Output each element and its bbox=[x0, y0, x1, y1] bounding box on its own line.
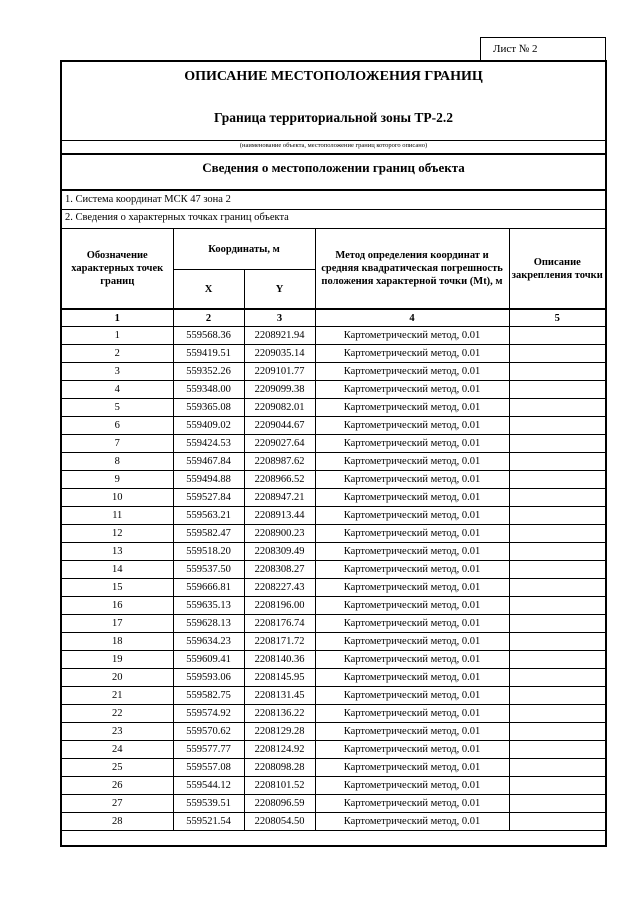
method-cell: Картометрический метод, 0.01 bbox=[315, 687, 509, 705]
method-cell: Картометрический метод, 0.01 bbox=[315, 327, 509, 345]
fixing-cell bbox=[509, 489, 605, 507]
x-cell: 559494.88 bbox=[173, 471, 244, 489]
table-row bbox=[62, 327, 605, 345]
table-row bbox=[62, 417, 605, 435]
point-number-cell: 27 bbox=[62, 795, 173, 813]
point-number-cell: 2 bbox=[62, 345, 173, 363]
method-cell: Картометрический метод, 0.01 bbox=[315, 795, 509, 813]
fixing-cell bbox=[509, 615, 605, 633]
divider bbox=[62, 153, 605, 155]
divider bbox=[62, 209, 605, 210]
fixing-cell bbox=[509, 345, 605, 363]
fixing-cell bbox=[509, 453, 605, 471]
x-cell: 559563.21 bbox=[173, 507, 244, 525]
point-number-cell: 15 bbox=[62, 579, 173, 597]
y-cell: 2209044.67 bbox=[244, 417, 315, 435]
method-cell: Картометрический метод, 0.01 bbox=[315, 651, 509, 669]
table-row bbox=[62, 777, 605, 795]
method-cell: Картометрический метод, 0.01 bbox=[315, 489, 509, 507]
y-cell: 2208145.95 bbox=[244, 669, 315, 687]
x-cell: 559352.26 bbox=[173, 363, 244, 381]
table-row bbox=[62, 363, 605, 381]
document-frame bbox=[60, 60, 607, 847]
y-cell: 2208913.44 bbox=[244, 507, 315, 525]
y-cell: 2208900.23 bbox=[244, 525, 315, 543]
x-cell: 559365.08 bbox=[173, 399, 244, 417]
point-number-cell: 14 bbox=[62, 561, 173, 579]
y-cell: 2209101.77 bbox=[244, 363, 315, 381]
sheet-number: Лист № 2 bbox=[480, 37, 606, 60]
method-cell: Картометрический метод, 0.01 bbox=[315, 363, 509, 381]
method-cell: Картометрический метод, 0.01 bbox=[315, 435, 509, 453]
point-number-cell: 5 bbox=[62, 399, 173, 417]
header-point: Обозначение характерных точек границ bbox=[62, 229, 173, 309]
points-heading: 2. Сведения о характерных точках границ объекта bbox=[65, 212, 289, 223]
point-number-cell: 16 bbox=[62, 597, 173, 615]
method-cell: Картометрический метод, 0.01 bbox=[315, 471, 509, 489]
y-cell: 2208196.00 bbox=[244, 597, 315, 615]
y-cell: 2208171.72 bbox=[244, 633, 315, 651]
method-cell: Картометрический метод, 0.01 bbox=[315, 561, 509, 579]
point-number-cell: 25 bbox=[62, 759, 173, 777]
x-cell: 559582.75 bbox=[173, 687, 244, 705]
table-row bbox=[62, 741, 605, 759]
header-y: Y bbox=[244, 270, 315, 310]
method-cell: Картометрический метод, 0.01 bbox=[315, 813, 509, 831]
table-row bbox=[62, 561, 605, 579]
x-cell: 559666.81 bbox=[173, 579, 244, 597]
x-cell: 559544.12 bbox=[173, 777, 244, 795]
point-number-cell: 22 bbox=[62, 705, 173, 723]
method-cell: Картометрический метод, 0.01 bbox=[315, 543, 509, 561]
object-name: Граница территориальной зоны ТР-2.2 bbox=[213, 110, 454, 125]
y-cell: 2208098.28 bbox=[244, 759, 315, 777]
table-row bbox=[62, 381, 605, 399]
fixing-cell bbox=[509, 669, 605, 687]
column-numbers-row bbox=[62, 309, 605, 327]
header-fixing: Описание закрепления точки bbox=[509, 229, 605, 309]
y-cell: 2208947.21 bbox=[244, 489, 315, 507]
table-row bbox=[62, 597, 605, 615]
y-cell: 2208227.43 bbox=[244, 579, 315, 597]
x-cell: 559568.36 bbox=[173, 327, 244, 345]
fixing-cell bbox=[509, 471, 605, 489]
table-row bbox=[62, 759, 605, 777]
x-cell: 559635.13 bbox=[173, 597, 244, 615]
divider bbox=[62, 189, 605, 191]
x-cell: 559570.62 bbox=[173, 723, 244, 741]
x-cell: 559348.00 bbox=[173, 381, 244, 399]
y-cell: 2209099.38 bbox=[244, 381, 315, 399]
point-number-cell: 10 bbox=[62, 489, 173, 507]
point-number-cell: 6 bbox=[62, 417, 173, 435]
method-cell: Картометрический метод, 0.01 bbox=[315, 597, 509, 615]
table-row bbox=[62, 507, 605, 525]
x-cell: 559634.23 bbox=[173, 633, 244, 651]
method-cell: Картометрический метод, 0.01 bbox=[315, 705, 509, 723]
x-cell: 559518.20 bbox=[173, 543, 244, 561]
fixing-cell bbox=[509, 705, 605, 723]
point-number-cell: 4 bbox=[62, 381, 173, 399]
fixing-cell bbox=[509, 633, 605, 651]
table-row bbox=[62, 651, 605, 669]
y-cell: 2208987.62 bbox=[244, 453, 315, 471]
point-number-cell: 21 bbox=[62, 687, 173, 705]
method-cell: Картометрический метод, 0.01 bbox=[315, 525, 509, 543]
method-cell: Картометрический метод, 0.01 bbox=[315, 417, 509, 435]
x-cell: 559521.54 bbox=[173, 813, 244, 831]
fixing-cell bbox=[509, 561, 605, 579]
point-number-cell: 13 bbox=[62, 543, 173, 561]
x-cell: 559537.50 bbox=[173, 561, 244, 579]
table-row bbox=[62, 795, 605, 813]
fixing-cell bbox=[509, 759, 605, 777]
y-cell: 2208124.92 bbox=[244, 741, 315, 759]
x-cell: 559419.51 bbox=[173, 345, 244, 363]
fixing-cell bbox=[509, 597, 605, 615]
y-cell: 2208921.94 bbox=[244, 327, 315, 345]
x-cell: 559628.13 bbox=[173, 615, 244, 633]
fixing-cell bbox=[509, 543, 605, 561]
method-cell: Картометрический метод, 0.01 bbox=[315, 453, 509, 471]
method-cell: Картометрический метод, 0.01 bbox=[315, 741, 509, 759]
point-number-cell: 20 bbox=[62, 669, 173, 687]
point-number-cell: 3 bbox=[62, 363, 173, 381]
point-number-cell: 17 bbox=[62, 615, 173, 633]
method-cell: Картометрический метод, 0.01 bbox=[315, 759, 509, 777]
y-cell: 2209035.14 bbox=[244, 345, 315, 363]
column-number: 4 bbox=[315, 309, 509, 327]
fixing-cell bbox=[509, 381, 605, 399]
x-cell: 559582.47 bbox=[173, 525, 244, 543]
table-row bbox=[62, 633, 605, 651]
table-row bbox=[62, 669, 605, 687]
point-number-cell: 26 bbox=[62, 777, 173, 795]
point-number-cell: 18 bbox=[62, 633, 173, 651]
method-cell: Картометрический метод, 0.01 bbox=[315, 507, 509, 525]
coordinate-system: 1. Система координат МСК 47 зона 2 bbox=[65, 194, 231, 205]
x-cell: 559609.41 bbox=[173, 651, 244, 669]
x-cell: 559577.77 bbox=[173, 741, 244, 759]
header-x: X bbox=[173, 270, 244, 310]
table-row bbox=[62, 471, 605, 489]
fixing-cell bbox=[509, 795, 605, 813]
table-row bbox=[62, 399, 605, 417]
y-cell: 2209082.01 bbox=[244, 399, 315, 417]
x-cell: 559539.51 bbox=[173, 795, 244, 813]
y-cell: 2208096.59 bbox=[244, 795, 315, 813]
y-cell: 2208131.45 bbox=[244, 687, 315, 705]
table-row bbox=[62, 453, 605, 471]
method-cell: Картометрический метод, 0.01 bbox=[315, 723, 509, 741]
section-title: Сведения о местоположении границ объекта bbox=[202, 160, 465, 175]
method-cell: Картометрический метод, 0.01 bbox=[315, 633, 509, 651]
fixing-cell bbox=[509, 399, 605, 417]
table-row bbox=[62, 345, 605, 363]
y-cell: 2208309.49 bbox=[244, 543, 315, 561]
x-cell: 559424.53 bbox=[173, 435, 244, 453]
fixing-cell bbox=[509, 741, 605, 759]
fixing-cell bbox=[509, 417, 605, 435]
method-cell: Картометрический метод, 0.01 bbox=[315, 615, 509, 633]
document-title: ОПИСАНИЕ МЕСТОПОЛОЖЕНИЯ ГРАНИЦ bbox=[184, 69, 483, 84]
y-cell: 2208129.28 bbox=[244, 723, 315, 741]
x-cell: 559557.08 bbox=[173, 759, 244, 777]
fixing-cell bbox=[509, 687, 605, 705]
fixing-cell bbox=[509, 435, 605, 453]
divider bbox=[62, 140, 605, 141]
method-cell: Картометрический метод, 0.01 bbox=[315, 381, 509, 399]
y-cell: 2208136.22 bbox=[244, 705, 315, 723]
coordinates-table bbox=[62, 229, 605, 831]
y-cell: 2209027.64 bbox=[244, 435, 315, 453]
fixing-cell bbox=[509, 327, 605, 345]
column-number: 5 bbox=[509, 309, 605, 327]
table-row bbox=[62, 525, 605, 543]
method-cell: Картометрический метод, 0.01 bbox=[315, 777, 509, 795]
y-cell: 2208966.52 bbox=[244, 471, 315, 489]
method-cell: Картометрический метод, 0.01 bbox=[315, 345, 509, 363]
table-row bbox=[62, 579, 605, 597]
fixing-cell bbox=[509, 813, 605, 831]
y-cell: 2208308.27 bbox=[244, 561, 315, 579]
table-row bbox=[62, 615, 605, 633]
column-number: 1 bbox=[62, 309, 173, 327]
point-number-cell: 1 bbox=[62, 327, 173, 345]
fixing-cell bbox=[509, 777, 605, 795]
point-number-cell: 28 bbox=[62, 813, 173, 831]
table-row bbox=[62, 687, 605, 705]
y-cell: 2208054.50 bbox=[244, 813, 315, 831]
point-number-cell: 9 bbox=[62, 471, 173, 489]
column-number: 2 bbox=[173, 309, 244, 327]
x-cell: 559409.02 bbox=[173, 417, 244, 435]
fixing-cell bbox=[509, 723, 605, 741]
object-name-note: (наименование объекта, местоположение границ которого описано) bbox=[239, 142, 428, 149]
header-method: Метод определения координат и средняя квадратическая погрешность положения характерной точки (Mt), м bbox=[315, 229, 509, 309]
y-cell: 2208101.52 bbox=[244, 777, 315, 795]
table-row bbox=[62, 723, 605, 741]
method-cell: Картометрический метод, 0.01 bbox=[315, 399, 509, 417]
point-number-cell: 12 bbox=[62, 525, 173, 543]
table-row bbox=[62, 813, 605, 831]
column-number: 3 bbox=[244, 309, 315, 327]
point-number-cell: 8 bbox=[62, 453, 173, 471]
y-cell: 2208140.36 bbox=[244, 651, 315, 669]
fixing-cell bbox=[509, 651, 605, 669]
method-cell: Картометрический метод, 0.01 bbox=[315, 579, 509, 597]
fixing-cell bbox=[509, 363, 605, 381]
x-cell: 559574.92 bbox=[173, 705, 244, 723]
table-row bbox=[62, 543, 605, 561]
x-cell: 559467.84 bbox=[173, 453, 244, 471]
point-number-cell: 23 bbox=[62, 723, 173, 741]
x-cell: 559527.84 bbox=[173, 489, 244, 507]
point-number-cell: 19 bbox=[62, 651, 173, 669]
y-cell: 2208176.74 bbox=[244, 615, 315, 633]
method-cell: Картометрический метод, 0.01 bbox=[315, 669, 509, 687]
x-cell: 559593.06 bbox=[173, 669, 244, 687]
fixing-cell bbox=[509, 579, 605, 597]
point-number-cell: 24 bbox=[62, 741, 173, 759]
table-row bbox=[62, 489, 605, 507]
table-row bbox=[62, 435, 605, 453]
header-coordinates: Координаты, м bbox=[173, 229, 315, 270]
table-row bbox=[62, 705, 605, 723]
point-number-cell: 7 bbox=[62, 435, 173, 453]
fixing-cell bbox=[509, 525, 605, 543]
fixing-cell bbox=[509, 507, 605, 525]
point-number-cell: 11 bbox=[62, 507, 173, 525]
